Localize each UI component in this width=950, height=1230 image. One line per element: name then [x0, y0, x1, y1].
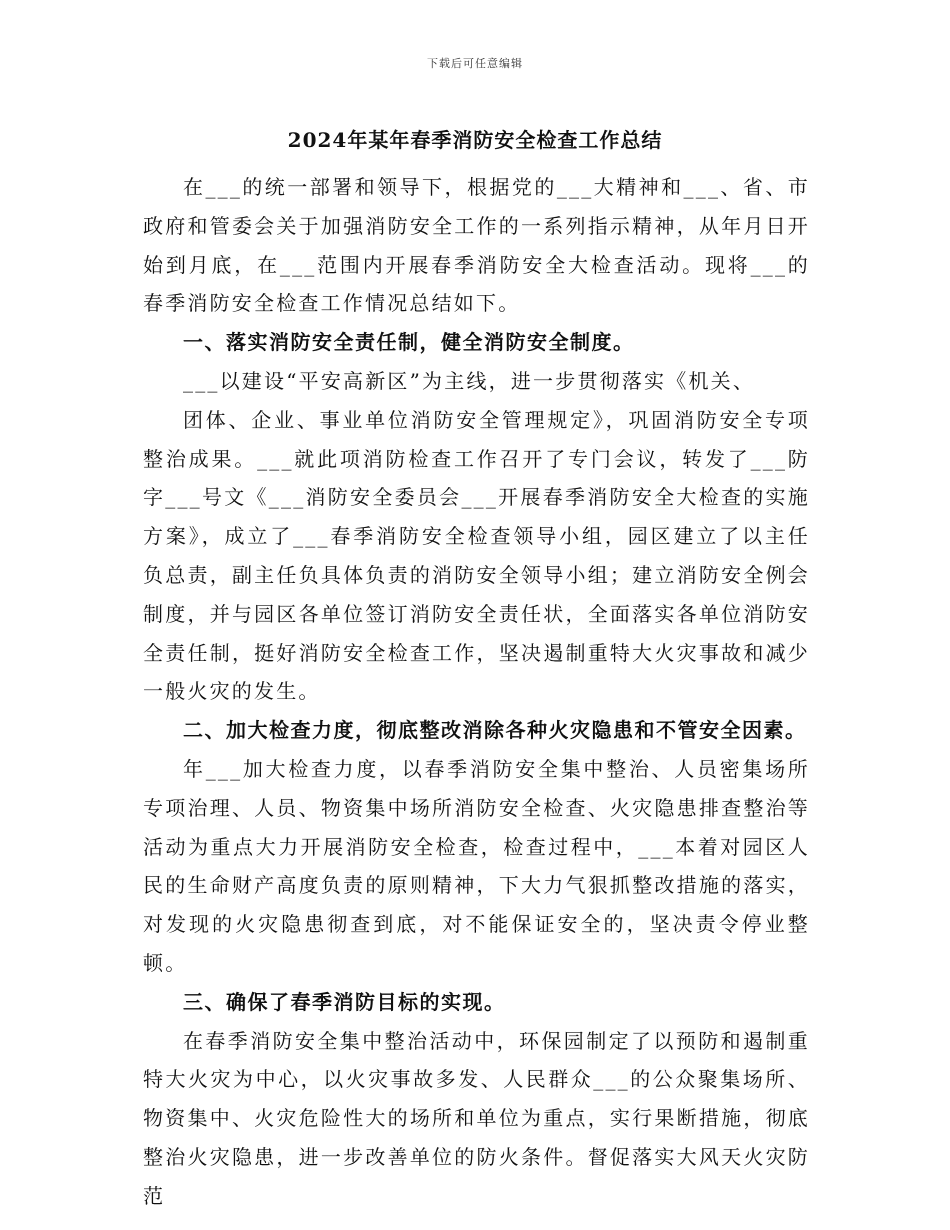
paragraph-section-1-body: 团体、企业、事业单位消防安全管理规定》，巩固消防安全专项整治成果。___就此项消防检查工作召开了专门会议，转发了___防字___号文《___消防安全委员会___开展春季消防安全大检查的实施方案》，成立了___春季消防安全检查领导小组，园区建立了以主任负总责，副主任负具体负责的消防安全领导小组；建立消防安全例会制度，并与园区各单位签订消防安全责任状，全面落实各单位消防安全责任制，挺好消防安全检查工作，坚决遏制重特大火灾事故和减少一般火灾的发生。: [143, 407, 810, 704]
document-body: [143, 168, 810, 1216]
paragraph-section-3-body: 在春季消防安全集中整治活动中，环保园制定了以预防和遏制重特大火灾为中心，以火灾事故多发、人民群众___的公众聚集场所、物资集中、火灾危险性大的场所和单位为重点，实行果断措施，彻底整治火灾隐患，进一步改善单位的防火条件。督促落实大风天火灾防范: [143, 1028, 810, 1208]
section-heading-2: 二、加大检查力度，彻底整改消除各种火灾隐患和不管安全因素。: [183, 718, 807, 743]
paragraph-intro: 在___的统一部署和领导下，根据党的___大精神和___、省、市政府和管委会关于加强消防安全工作的一系列指示精神，从年月日开始到月底，在___范围内开展春季消防安全大检查活动。现将___的春季消防安全检查工作情况总结如下。: [143, 175, 810, 316]
document-title: 2024年某年春季消防安全检查工作总结: [287, 128, 663, 152]
paragraph-section-2-body: 年___加大检查力度，以春季消防安全集中整治、人员密集场所专项治理、人员、物资集中场所消防安全检查、火灾隐患排查整治等活动为重点大力开展消防安全检查，检查过程中，___本着对园区人民的生命财产高度负责的原则精神，下大力气狠抓整改措施的落实，对发现的火灾隐患彻查到底，对不能保证安全的，坚决责令停业整顿。: [143, 756, 810, 975]
header-note: 下载后可任意编辑: [427, 57, 523, 70]
section-heading-1: 一、落实消防安全责任制，健全消防安全制度。: [183, 330, 635, 355]
paragraph-section-1-lead: ___以建设“平安高新区”为主线，进一步贯彻落实《机关、: [183, 368, 756, 393]
section-heading-3: 三、确保了春季消防目标的实现。: [183, 989, 506, 1014]
